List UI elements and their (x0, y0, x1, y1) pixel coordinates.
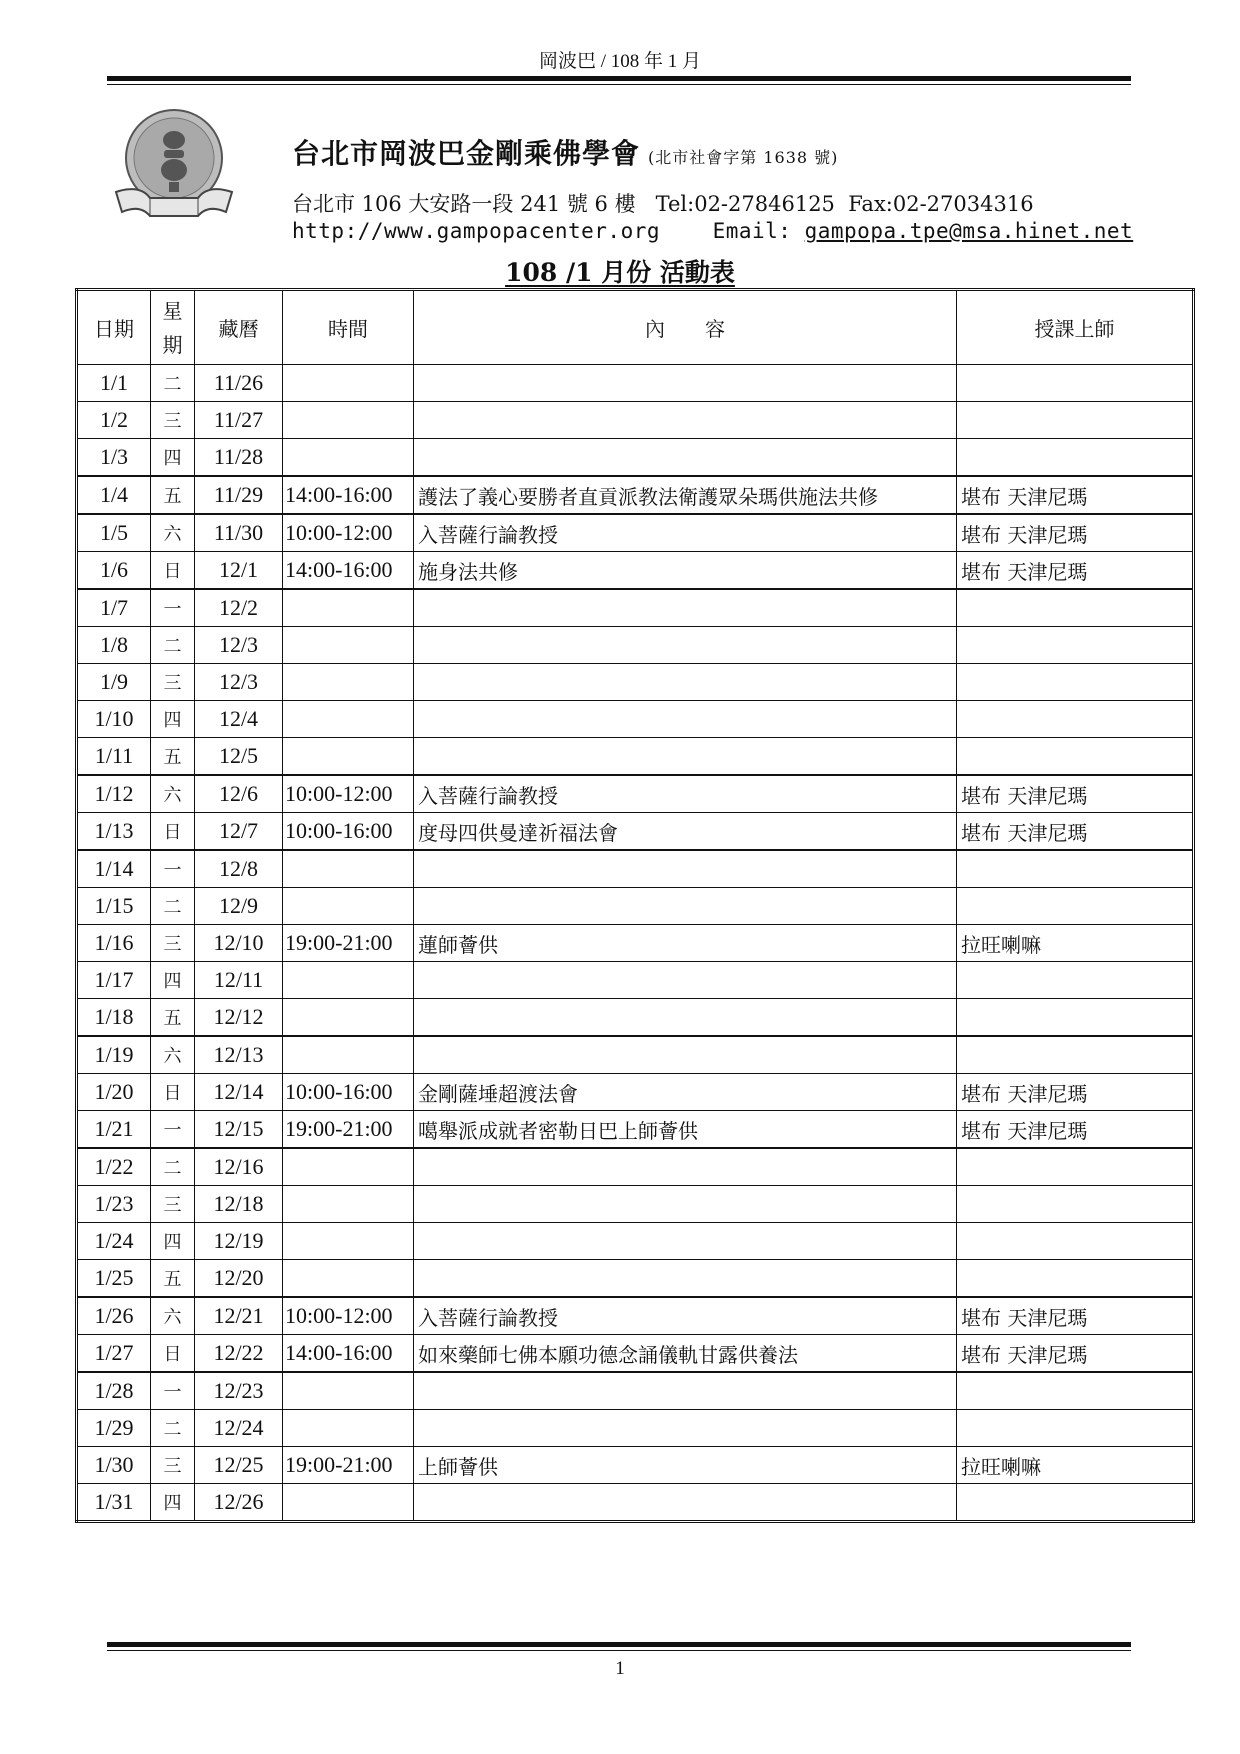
content-cell: 施身法共修 (414, 552, 957, 590)
content-cell (414, 1410, 957, 1447)
page-number: 1 (615, 1658, 625, 1679)
content-cell (414, 365, 957, 402)
lunar-date-cell: 12/25 (195, 1447, 283, 1484)
date-cell: 1/21 (77, 1111, 151, 1149)
time-cell: 19:00-21:00 (283, 1111, 414, 1149)
weekday-cell: 五 (151, 476, 195, 514)
content-cell (414, 888, 957, 925)
date-cell: 1/4 (77, 476, 151, 514)
table-row (77, 1186, 1194, 1223)
org-name: 台北市岡波巴金剛乘佛學會 (292, 137, 641, 170)
content-cell (414, 439, 957, 477)
weekday-cell: 三 (151, 1186, 195, 1223)
date-cell: 1/2 (77, 402, 151, 439)
content-cell (414, 1260, 957, 1298)
weekday-cell: 三 (151, 1447, 195, 1484)
date-cell: 1/25 (77, 1260, 151, 1298)
footer-rule-thin (107, 1650, 1131, 1651)
time-cell (283, 1260, 414, 1298)
weekday-cell: 六 (151, 1036, 195, 1074)
weekday-cell: 二 (151, 365, 195, 402)
teacher-cell (957, 962, 1194, 999)
content-cell (414, 999, 957, 1037)
date-cell: 1/23 (77, 1186, 151, 1223)
content-cell: 上師薈供 (414, 1447, 957, 1484)
table-row (77, 1484, 1194, 1522)
date-cell: 1/31 (77, 1484, 151, 1522)
teacher-cell (957, 402, 1194, 439)
content-cell (414, 850, 957, 888)
weekday-cell: 三 (151, 925, 195, 962)
weekday-cell: 一 (151, 850, 195, 888)
weekday-cell: 六 (151, 1297, 195, 1335)
teacher-cell: 堪布 天津尼瑪 (957, 552, 1194, 590)
table-row (77, 775, 1194, 813)
weekday-cell: 六 (151, 514, 195, 552)
teacher-cell (957, 1260, 1194, 1298)
lunar-date-cell: 12/9 (195, 888, 283, 925)
date-cell: 1/28 (77, 1372, 151, 1410)
content-cell (414, 1372, 957, 1410)
teacher-cell (957, 701, 1194, 738)
time-cell: 10:00-16:00 (283, 1074, 414, 1111)
org-title (292, 132, 838, 172)
table-row (77, 627, 1194, 664)
teacher-cell (957, 365, 1194, 402)
teacher-cell: 堪布 天津尼瑪 (957, 1297, 1194, 1335)
content-cell: 如來藥師七佛本願功德念誦儀軌甘露供養法 (414, 1335, 957, 1373)
teacher-cell (957, 850, 1194, 888)
content-cell (414, 701, 957, 738)
time-cell (283, 589, 414, 627)
weekday-cell: 日 (151, 1335, 195, 1373)
table-row (77, 701, 1194, 738)
content-cell (414, 1223, 957, 1260)
teacher-cell (957, 1036, 1194, 1074)
content-cell: 護法了義心要勝者直貢派教法衛護眾朵瑪供施法共修 (414, 476, 957, 514)
lunar-date-cell: 12/6 (195, 775, 283, 813)
date-cell: 1/15 (77, 888, 151, 925)
time-cell: 14:00-16:00 (283, 552, 414, 590)
content-cell (414, 738, 957, 776)
teacher-cell (957, 1372, 1194, 1410)
address-line (292, 188, 1034, 218)
teacher-cell: 堪布 天津尼瑪 (957, 1111, 1194, 1149)
weekday-cell: 日 (151, 813, 195, 851)
table-row (77, 1036, 1194, 1074)
schedule-body (77, 365, 1194, 1522)
date-cell: 1/7 (77, 589, 151, 627)
lunar-date-cell: 12/11 (195, 962, 283, 999)
content-cell: 入菩薩行論教授 (414, 775, 957, 813)
header-lunar: 藏曆 (195, 290, 283, 365)
time-cell (283, 850, 414, 888)
contact-line (292, 219, 1133, 243)
time-cell: 19:00-21:00 (283, 925, 414, 962)
table-row (77, 850, 1194, 888)
time-cell: 10:00-12:00 (283, 514, 414, 552)
lunar-date-cell: 12/26 (195, 1484, 283, 1522)
time-cell (283, 402, 414, 439)
table-header-row (77, 290, 1194, 365)
lunar-date-cell: 12/2 (195, 589, 283, 627)
time-cell: 10:00-16:00 (283, 813, 414, 851)
table-row (77, 552, 1194, 590)
lunar-date-cell: 11/30 (195, 514, 283, 552)
table-row (77, 1148, 1194, 1186)
weekday-cell: 四 (151, 962, 195, 999)
time-cell (283, 738, 414, 776)
teacher-cell: 堪布 天津尼瑪 (957, 1335, 1194, 1373)
teacher-cell (957, 627, 1194, 664)
weekday-cell: 五 (151, 1260, 195, 1298)
org-tel: Tel:02-27846125 (655, 192, 835, 216)
date-cell: 1/16 (77, 925, 151, 962)
content-cell (414, 1484, 957, 1522)
teacher-cell: 拉旺喇嘛 (957, 925, 1194, 962)
lunar-date-cell: 11/26 (195, 365, 283, 402)
lunar-date-cell: 12/14 (195, 1074, 283, 1111)
content-cell (414, 1036, 957, 1074)
table-row (77, 1074, 1194, 1111)
date-cell: 1/12 (77, 775, 151, 813)
footer-rule (107, 1642, 1131, 1647)
teacher-cell (957, 589, 1194, 627)
teacher-cell (957, 1186, 1194, 1223)
email-label: Email: (712, 219, 792, 243)
teacher-cell: 堪布 天津尼瑪 (957, 476, 1194, 514)
weekday-cell: 四 (151, 1223, 195, 1260)
content-cell (414, 1186, 957, 1223)
schedule-table (75, 288, 1195, 1523)
teacher-cell: 堪布 天津尼瑪 (957, 514, 1194, 552)
content-cell: 入菩薩行論教授 (414, 1297, 957, 1335)
content-cell: 噶舉派成就者密勒日巴上師薈供 (414, 1111, 957, 1149)
lunar-date-cell: 12/3 (195, 627, 283, 664)
org-email[interactable]: gampopa.tpe@msa.hinet.net (804, 219, 1134, 243)
time-cell (283, 888, 414, 925)
time-cell: 19:00-21:00 (283, 1447, 414, 1484)
time-cell: 10:00-12:00 (283, 1297, 414, 1335)
lunar-date-cell: 12/18 (195, 1186, 283, 1223)
table-row (77, 1335, 1194, 1373)
weekday-cell: 三 (151, 664, 195, 701)
teacher-cell (957, 1484, 1194, 1522)
date-cell: 1/9 (77, 664, 151, 701)
time-cell (283, 962, 414, 999)
content-cell (414, 962, 957, 999)
time-cell (283, 1036, 414, 1074)
document-title: 108 /1 月份 活動表 (505, 258, 735, 287)
teacher-cell (957, 1223, 1194, 1260)
content-cell: 蓮師薈供 (414, 925, 957, 962)
weekday-cell: 日 (151, 552, 195, 590)
weekday-cell: 三 (151, 402, 195, 439)
table-row (77, 738, 1194, 776)
lunar-date-cell: 12/10 (195, 925, 283, 962)
teacher-cell (957, 1410, 1194, 1447)
date-cell: 1/18 (77, 999, 151, 1037)
date-cell: 1/13 (77, 813, 151, 851)
header-weekday: 星 期 (151, 290, 195, 365)
running-header: 岡波巴 / 108 年 1 月 (538, 51, 702, 72)
content-cell: 金剛薩埵超渡法會 (414, 1074, 957, 1111)
weekday-cell: 四 (151, 701, 195, 738)
date-cell: 1/3 (77, 439, 151, 477)
time-cell (283, 365, 414, 402)
date-cell: 1/8 (77, 627, 151, 664)
date-cell: 1/24 (77, 1223, 151, 1260)
date-cell: 1/22 (77, 1148, 151, 1186)
weekday-cell: 一 (151, 589, 195, 627)
table-row (77, 1297, 1194, 1335)
teacher-cell: 拉旺喇嘛 (957, 1447, 1194, 1484)
date-cell: 1/14 (77, 850, 151, 888)
date-cell: 1/19 (77, 1036, 151, 1074)
date-cell: 1/6 (77, 552, 151, 590)
content-cell (414, 589, 957, 627)
time-cell (283, 1186, 414, 1223)
table-row (77, 1447, 1194, 1484)
weekday-cell: 二 (151, 627, 195, 664)
table-row (77, 402, 1194, 439)
teacher-cell: 堪布 天津尼瑪 (957, 813, 1194, 851)
weekday-cell: 五 (151, 999, 195, 1037)
teacher-cell: 堪布 天津尼瑪 (957, 1074, 1194, 1111)
date-cell: 1/17 (77, 962, 151, 999)
table-row (77, 664, 1194, 701)
time-cell (283, 1410, 414, 1447)
header-rule (107, 76, 1131, 81)
lunar-date-cell: 11/27 (195, 402, 283, 439)
weekday-cell: 一 (151, 1372, 195, 1410)
header-time: 時間 (283, 290, 414, 365)
lunar-date-cell: 12/12 (195, 999, 283, 1037)
lunar-date-cell: 12/24 (195, 1410, 283, 1447)
time-cell: 14:00-16:00 (283, 476, 414, 514)
weekday-cell: 四 (151, 439, 195, 477)
time-cell (283, 1484, 414, 1522)
content-cell (414, 627, 957, 664)
content-cell (414, 402, 957, 439)
time-cell (283, 627, 414, 664)
table-row (77, 888, 1194, 925)
lunar-date-cell: 12/20 (195, 1260, 283, 1298)
weekday-cell: 二 (151, 1148, 195, 1186)
lunar-date-cell: 12/13 (195, 1036, 283, 1074)
lunar-date-cell: 12/15 (195, 1111, 283, 1149)
date-cell: 1/1 (77, 365, 151, 402)
time-cell (283, 1148, 414, 1186)
lunar-date-cell: 12/21 (195, 1297, 283, 1335)
teacher-cell (957, 738, 1194, 776)
content-cell: 入菩薩行論教授 (414, 514, 957, 552)
teacher-cell (957, 1148, 1194, 1186)
date-cell: 1/20 (77, 1074, 151, 1111)
table-row (77, 1372, 1194, 1410)
time-cell: 14:00-16:00 (283, 1335, 414, 1373)
lunar-date-cell: 12/5 (195, 738, 283, 776)
table-row (77, 589, 1194, 627)
time-cell (283, 1223, 414, 1260)
time-cell (283, 999, 414, 1037)
lunar-date-cell: 12/8 (195, 850, 283, 888)
date-cell: 1/26 (77, 1297, 151, 1335)
date-cell: 1/29 (77, 1410, 151, 1447)
table-row (77, 925, 1194, 962)
content-cell: 度母四供曼達祈福法會 (414, 813, 957, 851)
lunar-date-cell: 12/19 (195, 1223, 283, 1260)
teacher-cell: 堪布 天津尼瑪 (957, 775, 1194, 813)
time-cell (283, 1372, 414, 1410)
teacher-cell (957, 664, 1194, 701)
content-cell (414, 1148, 957, 1186)
date-cell: 1/27 (77, 1335, 151, 1373)
header-content: 內 容 (414, 290, 957, 365)
header-date: 日期 (77, 290, 151, 365)
lunar-date-cell: 12/1 (195, 552, 283, 590)
table-row (77, 813, 1194, 851)
weekday-cell: 二 (151, 1410, 195, 1447)
table-row (77, 962, 1194, 999)
lunar-date-cell: 12/16 (195, 1148, 283, 1186)
teacher-cell (957, 439, 1194, 477)
table-row (77, 1111, 1194, 1149)
table-row (77, 1223, 1194, 1260)
lunar-date-cell: 12/4 (195, 701, 283, 738)
org-website[interactable]: http://www.gampopacenter.org (292, 219, 661, 243)
teacher-cell (957, 888, 1194, 925)
date-cell: 1/30 (77, 1447, 151, 1484)
table-row (77, 514, 1194, 552)
weekday-cell: 四 (151, 1484, 195, 1522)
teacher-cell (957, 999, 1194, 1037)
lunar-date-cell: 11/29 (195, 476, 283, 514)
table-row (77, 1410, 1194, 1447)
weekday-cell: 日 (151, 1074, 195, 1111)
org-fax: Fax:02-27034316 (848, 192, 1034, 216)
org-address: 台北市 106 大安路一段 241 號 6 樓 (292, 192, 636, 216)
lunar-date-cell: 12/22 (195, 1335, 283, 1373)
time-cell (283, 664, 414, 701)
time-cell: 10:00-12:00 (283, 775, 414, 813)
date-cell: 1/5 (77, 514, 151, 552)
table-row (77, 999, 1194, 1037)
lunar-date-cell: 11/28 (195, 439, 283, 477)
time-cell (283, 439, 414, 477)
lunar-date-cell: 12/3 (195, 664, 283, 701)
table-row (77, 1260, 1194, 1298)
header-rule-thin (107, 84, 1131, 85)
weekday-cell: 六 (151, 775, 195, 813)
lunar-date-cell: 12/7 (195, 813, 283, 851)
date-cell: 1/11 (77, 738, 151, 776)
weekday-cell: 五 (151, 738, 195, 776)
table-row (77, 439, 1194, 477)
gampopa-logo-icon (110, 100, 245, 235)
lunar-date-cell: 12/23 (195, 1372, 283, 1410)
header-teacher: 授課上師 (957, 290, 1194, 365)
table-row (77, 365, 1194, 402)
org-registration: (北市社會字第 1638 號) (648, 148, 839, 167)
date-cell: 1/10 (77, 701, 151, 738)
time-cell (283, 701, 414, 738)
weekday-cell: 二 (151, 888, 195, 925)
weekday-cell: 一 (151, 1111, 195, 1149)
content-cell (414, 664, 957, 701)
table-row (77, 476, 1194, 514)
